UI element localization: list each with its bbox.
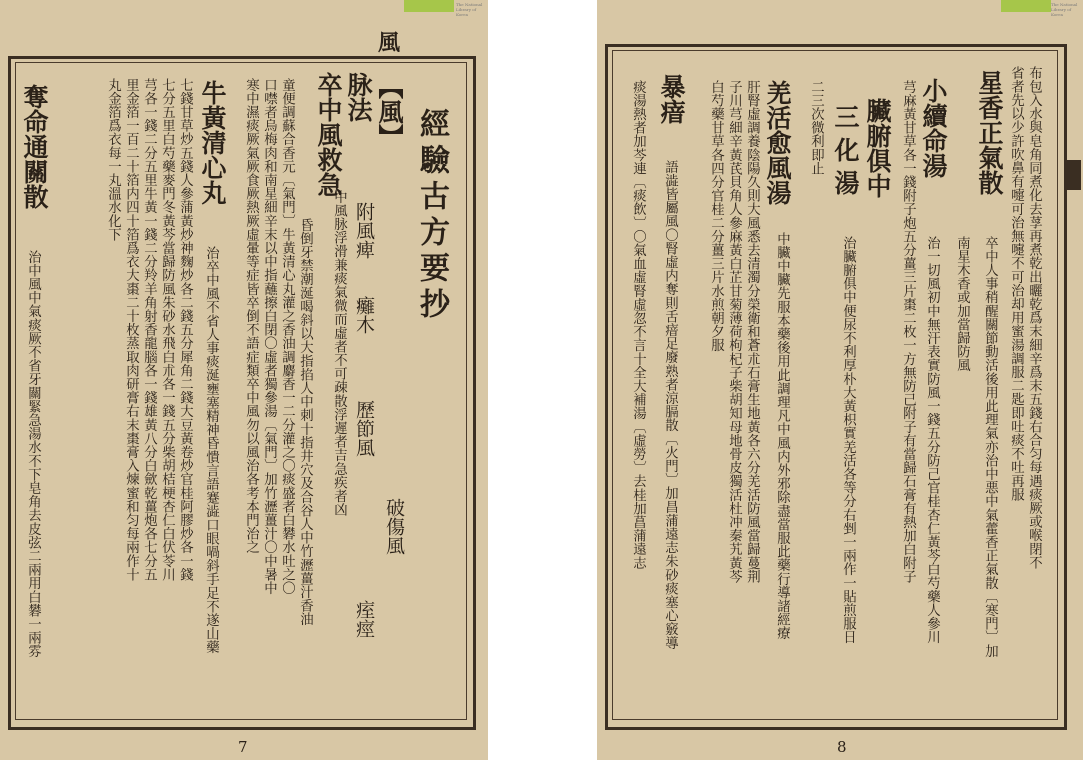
section-niuhuang-heading: 牛黃清心丸 — [198, 80, 227, 205]
qianghuo-line: 白芍藥甘草各四分官桂二分薑三片水煎朝夕服 — [708, 80, 724, 352]
left-page — [0, 0, 488, 760]
xiaoxuming-line: 治一切風初中無汗表實防風一錢五分防己官桂杏仁黃芩白芍藥人參川 — [924, 236, 940, 644]
book-title: 經驗古方要抄 — [414, 108, 449, 324]
niuhuang-line: 里金箔一百二十箔内四十箔爲衣大棗二十枚蒸取肉研膏右末棗膏入煉蜜和匀每兩作十 — [123, 78, 139, 582]
jiuji-line: 童便調蘇合香元〔氣門〕牛黃清心丸灌之香油調麝香一二分灌之〇痰盛者白礬水吐之〇 — [279, 78, 295, 595]
section-jiuji-heading: 卒中風救急 — [314, 72, 343, 197]
sanhua-tail: 二三次微利即止 — [808, 80, 824, 176]
baoyin-line: 語澁皆屬風〇腎虛内奪則舌瘖足廢熟者涼膈散〔火門〕加昌蒲遠志朱砂痰塞心竅導 — [662, 160, 678, 650]
niuhuang-line: 芎各一錢二分五里牛黃一錢二分羚羊角射香龍腦各一錢雄黃八分白歛乾薑炮各七分五 — [141, 78, 157, 582]
library-strip — [404, 0, 454, 12]
xiaoxuming-line: 芎麻黃甘草各一錢附子炮五分薑三片棗二枚一方無防己附子有當歸石膏有熱加白附子 — [900, 80, 916, 584]
mai-text: 中風脉浮滑兼痰氣微而虛者不可疎散浮遲者吉急疾者凶 — [331, 190, 347, 517]
qianghuo-line: 肝腎虛調養陰陽久則大風悉去清濁分榮衛和蒼朮石膏生地黃各六分羌活防風當歸蔓荆 — [744, 80, 760, 584]
qianghuo-line: 子川芎細辛黃芪貝角人參麻黃白芷甘菊薄荷枸杞子柴胡知母地骨皮獨活杜冲秦艽黃芩 — [726, 80, 742, 584]
niuhuang-line: 七分五里白芍藥麥門冬黃芩當歸防風朱砂水飛白朮各一錢五分柴胡桔梗杏仁白伏苓川 — [159, 78, 175, 582]
subcategory-poshangfeng: 破傷風 — [383, 498, 405, 555]
section-xingxiang-heading: 星香正氣散 — [975, 70, 1004, 195]
subcategory-zhijing: 痓痙 — [353, 600, 375, 638]
jiuji-line: 口噤者烏梅肉和南星細辛末以中指蘸擦白閉〇虛者獨參湯〔氣門〕加竹瀝薑汁〇中暑中 — [261, 78, 277, 595]
subcategory-fubi: 附風痺 — [353, 202, 375, 259]
qianghuo-line: 中臟中臟先服本藥後用此調理凡中風内外邪除盡當服此藥行導諸經療 — [774, 232, 790, 640]
baoyin-line: 痰湯熱者加芩連〔痰飲〕〇氣血虛腎虛忽不言十全大補湯〔虛勞〕去桂加菖蒲遠志 — [630, 80, 646, 570]
jiuji-line: 昏倒牙禁潮涎喝斜以大指掐人中刺十指井穴及合谷人中竹瀝薑汁香油 — [297, 218, 313, 626]
category-heading: 【風】 — [375, 74, 404, 149]
page-number: 7 — [238, 738, 248, 756]
section-duoming-heading: 奪命通關散 — [20, 84, 49, 209]
continuation-line: 布包入水與皂角同煮化去莩再煮乾出曬乾爲末細辛爲末五錢右合匀每遇痰厥或喉閉不 — [1026, 66, 1042, 570]
niuhuang-line: 七錢甘草炒五錢人參蒲黃炒神麴炒各二錢五分犀角二錢大豆黃卷炒官桂阿膠炒各一錢 — [177, 78, 193, 582]
niuhuang-line: 治卒中風不省人事痰涎壅塞精神昏憒言語蹇澁口眼喎斜手足不遂山藥 — [203, 246, 219, 654]
jiuji-line: 寒中濕痰厥氣厥食厥熱厥虛暈等症皆卒倒不語症類卒中風勿以風治各考本門治之 — [243, 78, 259, 554]
page-number: 8 — [837, 738, 847, 756]
right-page — [597, 0, 1083, 760]
section-mai-heading: 脉法 — [344, 72, 373, 122]
running-header: 風 — [378, 30, 401, 56]
section-xiaoxuming-heading: 小續命湯 — [919, 78, 948, 178]
subcategory-tanmu: 癱木 — [353, 296, 375, 334]
niuhuang-line: 丸金箔爲衣每一丸溫水化下 — [105, 78, 121, 242]
sanhua-text: 治臟腑俱中便尿不利厚朴大黃枳實羌活各等分右剉一兩作一貼煎服日 — [840, 236, 856, 644]
library-strip — [1001, 0, 1051, 12]
section-qianghuo-heading: 羌活愈風湯 — [763, 80, 792, 205]
library-caption: The National Library of Korea — [1051, 2, 1078, 17]
section-sanhua-heading: 三化湯 — [831, 104, 860, 203]
thumb-tab — [1067, 160, 1081, 190]
gutter — [488, 0, 597, 760]
section-baoyin-heading: 暴瘖 — [657, 74, 686, 124]
section-zangfu-heading: 臟腑俱中 — [863, 98, 892, 198]
xingxiang-line: 卒中人事稍醒關節動活後用此理氣亦治中悪中氣藿香正氣散〔寒門〕加 — [982, 236, 998, 658]
duoming-text: 治中風中氣痰厥不省牙關緊急湯水不下皂角去皮弦二兩用白礬一兩雰 — [25, 250, 41, 658]
continuation-line: 省者先以少許吹鼻有嚏可治無嚏不可治却用蜜湯調服二匙即吐痰不吐再服 — [1008, 66, 1024, 502]
subcategory-lijiefeng: 歷節風 — [353, 400, 375, 457]
xingxiang-line: 南星木香或加當歸防風 — [954, 236, 970, 372]
library-caption: The National Library of Korea — [456, 2, 483, 17]
